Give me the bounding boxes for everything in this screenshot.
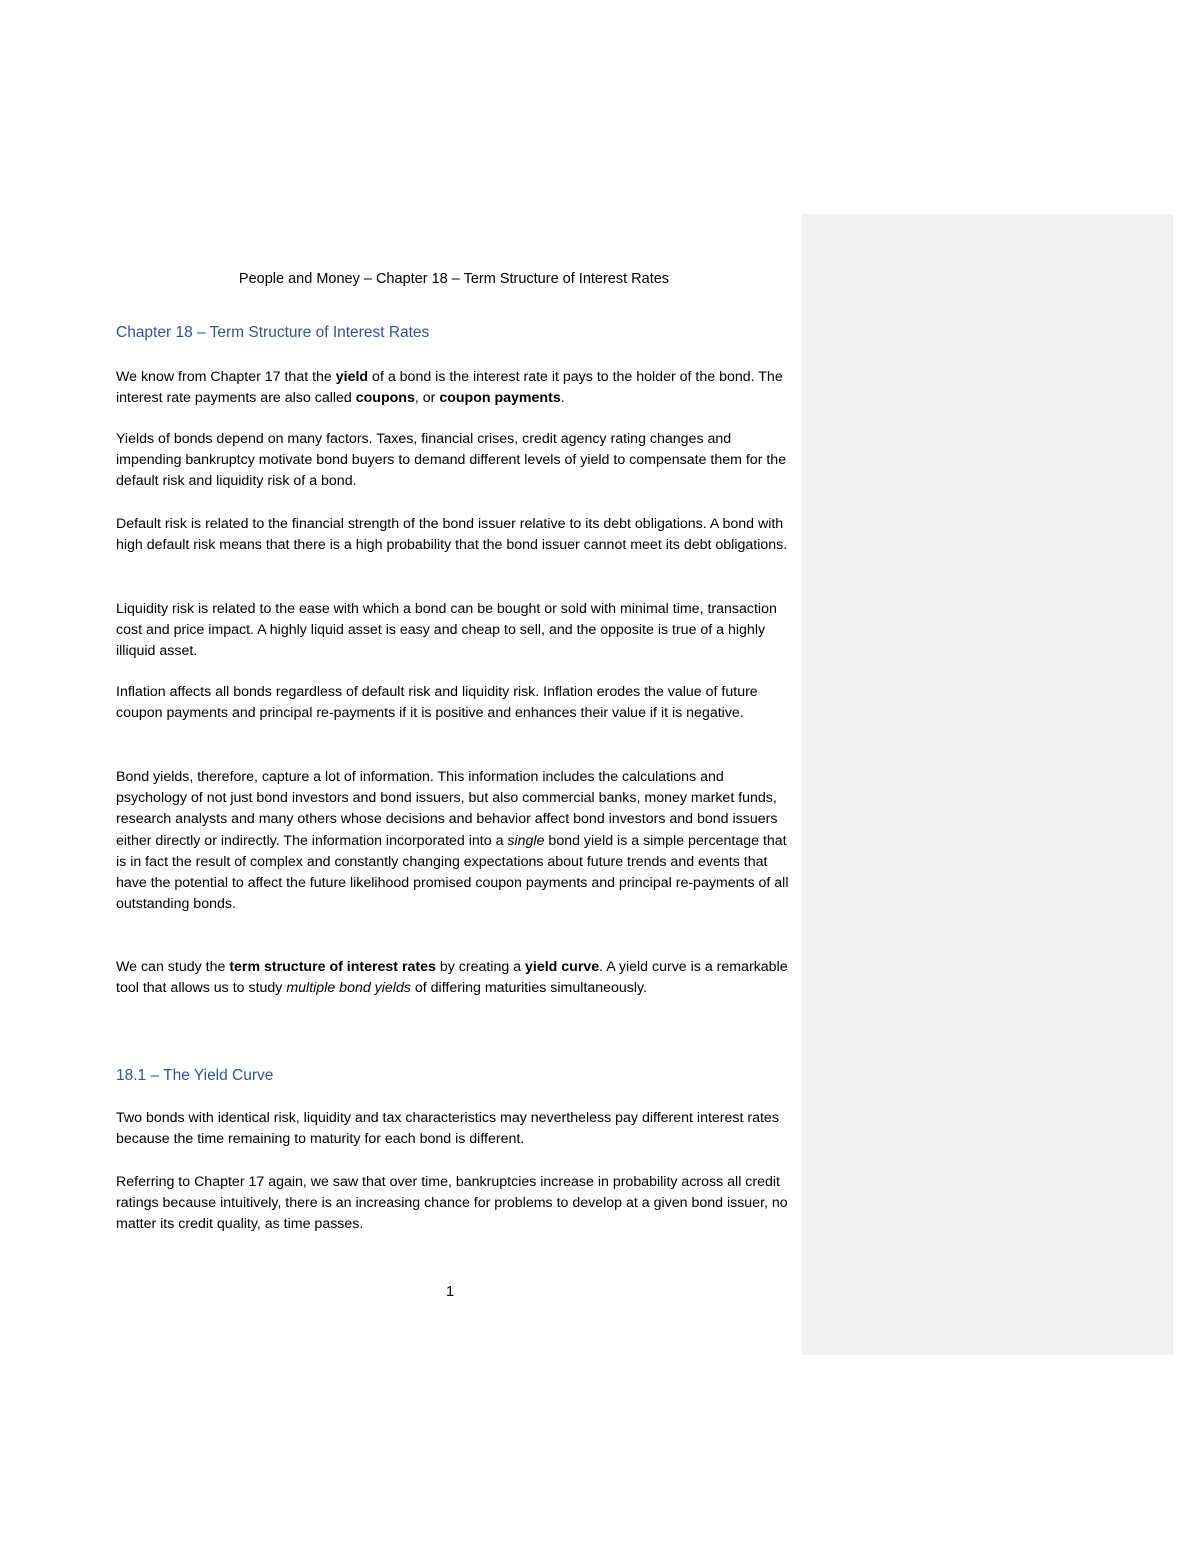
paragraph-yield-intro: We know from Chapter 17 that the yield of a bond is the interest rate it pays to the holder of the bond. The interest rate payments are also called coupons, or coupon payments.: [116, 369, 783, 407]
paragraph-maturity-difference: Two bonds with identical risk, liquidity and tax characteristics may nevertheless pay different interest rates because the time remaining to maturity for each bond is different.: [116, 1110, 779, 1148]
page-number: 1: [445, 1284, 455, 1300]
paragraph-default-risk: Default risk is related to the financial strength of the bond issuer relative to its debt obligations. A bond with high default risk means that there is a high probability that the bond issuer cannot meet its debt obligations.: [116, 516, 788, 554]
paragraph-inflation: Inflation affects all bonds regardless of default risk and liquidity risk. Inflation erodes the value of future coupon payments and principal re-payments if it is positive and enhances their value if it is negative.: [116, 684, 758, 722]
paragraph-liquidity-risk: Liquidity risk is related to the ease with which a bond can be bought or sold with minimal time, transaction cost and price impact. A highly liquid asset is easy and cheap to sell, and the opposite is true of a highly illiquid asset.: [116, 601, 777, 660]
running-header: People and Money – Chapter 18 – Term Structure of Interest Rates: [238, 271, 670, 287]
chapter-heading: Chapter 18 – Term Structure of Interest Rates: [116, 324, 430, 341]
section-heading: 18.1 – The Yield Curve: [116, 1067, 274, 1084]
paragraph-bond-yields-information: Bond yields, therefore, capture a lot of information. This information includes the calculations and psychology of not just bond investors and bond issuers, but also commercial banks, money market funds, research analysts and many others whose decisions and behavior affect bond investors and bond issuers either directly or indirectly. The information incorporated into a single bond yield is a simple percentage that is in fact the result of complex and constantly changing expectations about future trends and events that have the potential to affect the future likelihood promised coupon payments and principal re-payments of all outstanding bonds.: [116, 769, 789, 913]
comment-pane: [802, 214, 1173, 1355]
paragraph-bankruptcy-probability: Referring to Chapter 17 again, we saw that over time, bankruptcies increase in probability across all credit ratings because intuitively, there is an increasing chance for problems to develop at a given bond issuer, no matter its credit quality, as time passes.: [116, 1174, 788, 1233]
paragraph-yield-factors: Yields of bonds depend on many factors. Taxes, financial crises, credit agency rating changes and impending bankruptcy motivate bond buyers to demand different levels of yield to compensate them for the default risk and liquidity risk of a bond.: [116, 431, 787, 490]
paragraph-term-structure: We can study the term structure of interest rates by creating a yield curve. A yield curve is a remarkable tool that allows us to study multiple bond yields of differing maturities simultaneously.: [116, 959, 788, 997]
